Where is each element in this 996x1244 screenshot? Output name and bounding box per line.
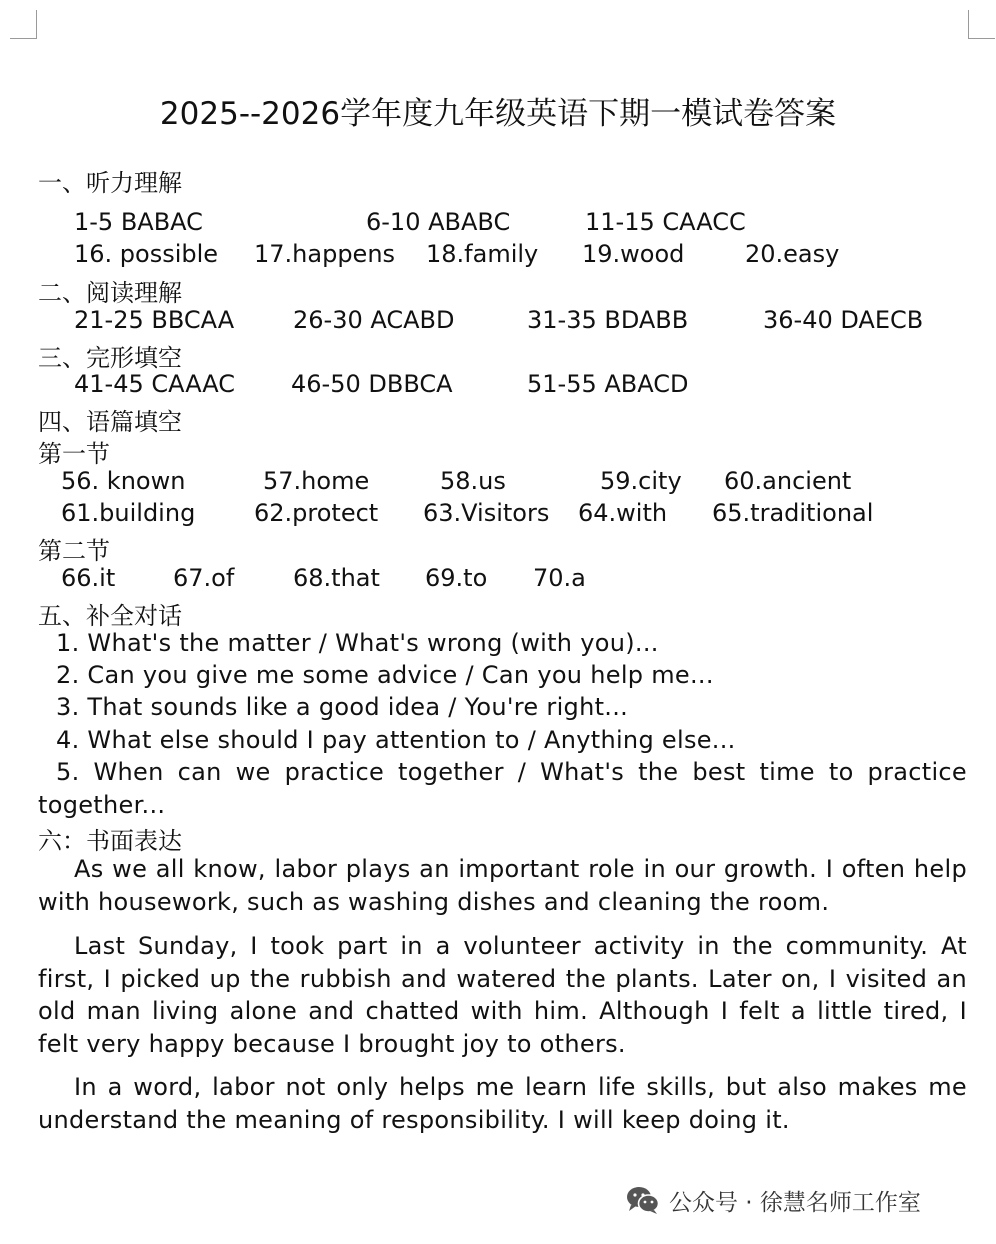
answer-item: 67.of — [173, 564, 235, 592]
answer-item: 51-55 ABACD — [527, 370, 689, 398]
essay-paragraph: In a word, labor not only helps me learn life skills, but also makes me understand the meaning of responsibility. I will keep doing it. — [38, 1073, 967, 1134]
section-heading-listening: 一、听力理解 — [38, 169, 182, 197]
dialogue-answer: 1. What's the matter / What's wrong (with you)... — [56, 629, 659, 657]
answer-item: 57.home — [263, 467, 370, 495]
answer-item: 6-10 ABABC — [366, 208, 511, 236]
page-corner-mark-top-right — [968, 10, 995, 39]
answer-item: 26-30 ACABD — [293, 306, 455, 334]
answer-item: 58.us — [440, 467, 506, 495]
answer-item: 69.to — [425, 564, 488, 592]
answer-item: 19.wood — [582, 240, 685, 268]
answer-item: 62.protect — [254, 499, 379, 527]
answer-item: 16. possible — [74, 240, 219, 268]
section-heading-reading: 二、阅读理解 — [38, 279, 182, 307]
answer-item: 66.it — [61, 564, 116, 592]
answer-item: 20.easy — [745, 240, 840, 268]
subsection-heading-part1: 第一节 — [38, 440, 110, 468]
section-heading-passage-fill: 四、语篇填空 — [38, 408, 182, 436]
section-heading-dialogue: 五、补全对话 — [38, 602, 182, 630]
answer-item: 31-35 BDABB — [527, 306, 689, 334]
answer-item: 17.happens — [254, 240, 396, 268]
dialogue-answer: 3. That sounds like a good idea / You're right... — [56, 693, 629, 721]
answer-item: 11-15 CAACC — [585, 208, 746, 236]
subsection-heading-part2: 第二节 — [38, 537, 110, 565]
answer-item: 70.a — [533, 564, 586, 592]
dialogue-answer: 2. Can you give me some advice / Can you help me... — [56, 661, 714, 689]
answer-item: 18.family — [426, 240, 539, 268]
answer-item: 36-40 DAECB — [763, 306, 924, 334]
section-heading-writing: 六：书面表达 — [38, 827, 182, 855]
answer-item: 63.Visitors — [423, 499, 550, 527]
page-title: 2025--2026学年度九年级英语下期一模试卷答案 — [159, 96, 837, 132]
answer-item: 21-25 BBCAA — [74, 306, 235, 334]
answer-item: 61.building — [61, 499, 196, 527]
answer-item: 68.that — [293, 564, 380, 592]
dialogue-answer: 4. What else should I pay attention to / Anything else... — [56, 726, 736, 754]
wechat-icon — [626, 1185, 660, 1215]
dialogue-answer: 5. When can we practice together / What's the best time to practice together... — [38, 758, 967, 819]
answer-item: 41-45 CAAAC — [74, 370, 236, 398]
answer-item: 65.traditional — [712, 499, 874, 527]
answer-item: 60.ancient — [724, 467, 852, 495]
answer-item: 46-50 DBBCA — [291, 370, 453, 398]
answer-item: 56. known — [61, 467, 186, 495]
essay-paragraph: Last Sunday, I took part in a volunteer activity in the community. At first, I picked up the rubbish and watered the plants. Later on, I visited an old man living alone and chatted with him. Although I felt a little tired, I felt very happy because I brought joy to others. — [38, 932, 967, 1058]
answer-item: 64.with — [578, 499, 668, 527]
section-heading-cloze: 三、完形填空 — [38, 344, 182, 372]
wechat-account-watermark — [626, 1183, 921, 1217]
page-corner-mark-top-left — [10, 10, 37, 39]
essay-paragraph: As we all know, labor plays an important role in our growth. I often help with housework, such as washing dishes and cleaning the room. — [38, 855, 967, 916]
answer-item: 59.city — [600, 467, 682, 495]
answer-item: 1-5 BABAC — [74, 208, 203, 236]
watermark-label: 公众号 · 徐慧名师工作室 — [669, 1189, 921, 1216]
